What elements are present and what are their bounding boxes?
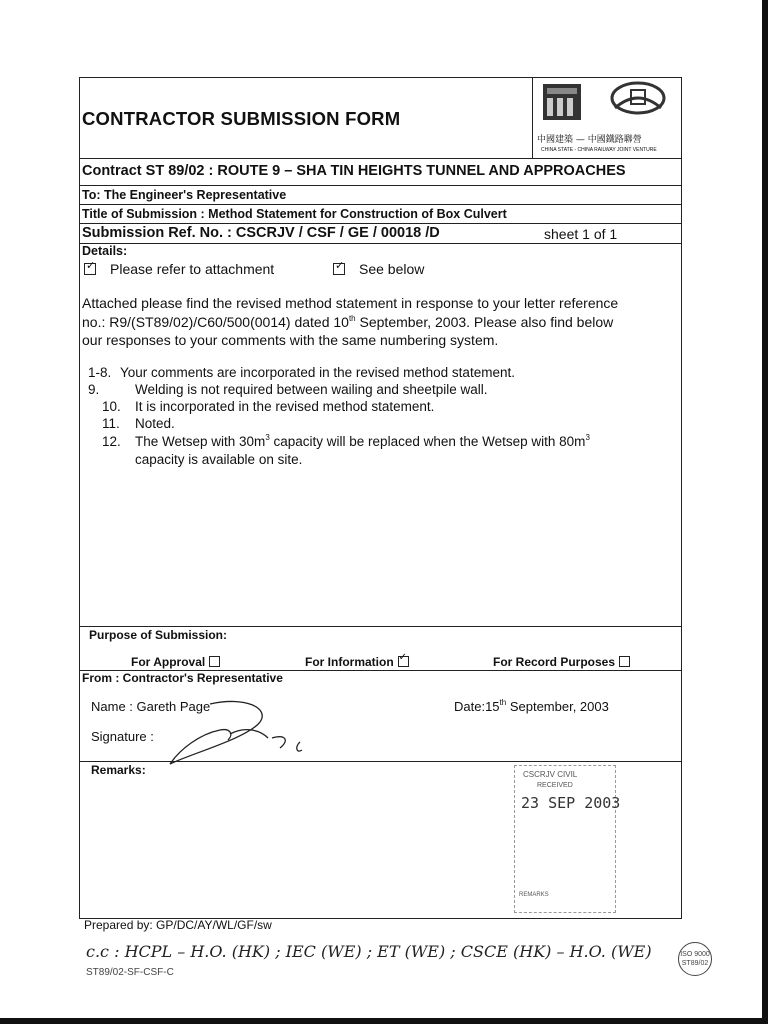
details-paragraph-line-2 [82, 313, 613, 332]
purpose-approval [131, 655, 220, 669]
form-title: CONTRACTOR SUBMISSION FORM [82, 108, 401, 129]
list-num: 1-8. [88, 365, 112, 380]
attachment-checkbox[interactable] [84, 263, 96, 275]
signature-label: Signature : [91, 729, 154, 744]
handwritten-signature [150, 694, 330, 774]
details-paragraph-line-1: Attached please find the revised method statement in response to your letter reference [82, 295, 619, 311]
list-item: It is incorporated in the revised method statement. [135, 399, 435, 414]
jv-logo-icon [533, 78, 683, 158]
from-label: From : Contractor's Representative [82, 671, 283, 685]
divider [79, 761, 682, 762]
list-item: Your comments are incorporated in the revised method statement. [120, 365, 515, 380]
see-below-label: See below [359, 261, 425, 277]
submission-date [454, 699, 609, 714]
rep-name: Name : Gareth Page [91, 699, 211, 714]
date-text: September, 2003 [506, 699, 609, 714]
attachment-label: Please refer to attachment [110, 261, 275, 277]
divider [79, 626, 682, 627]
addressee: To: The Engineer's Representative [82, 188, 287, 202]
list-item-continued: capacity is available on site. [135, 452, 303, 467]
stamp-line: RECEIVED [537, 782, 573, 789]
list-num: 12. [102, 434, 121, 449]
record-checkbox[interactable] [619, 656, 630, 667]
prepared-by: Prepared by: GP/DC/AY/WL/GF/sw [84, 918, 272, 932]
superscript: 3 [585, 433, 590, 442]
details-label: Details: [82, 244, 128, 258]
approval-label: For Approval [131, 655, 206, 669]
received-stamp [514, 765, 621, 913]
list-item: Welding is not required between wailing and sheetpile wall. [135, 382, 488, 397]
details-paragraph-line-3: our responses to your comments with the same numbering system. [82, 332, 499, 348]
submission-title: Title of Submission : Method Statement for Construction of Box Culvert [82, 207, 507, 221]
iso-mark-icon: ISO 9000 ST89/02 [678, 942, 712, 976]
cc-handwritten: c.c : HCPL – H.O. (HK) ; IEC (WE) ; ET (WE) ; CSCE (HK) – H.O. (WE) [86, 942, 652, 961]
logo-chinese-text: 中國建築 — 中國鐵路聯營 [537, 135, 642, 145]
record-label: For Record Purposes [493, 655, 616, 669]
approval-checkbox[interactable] [209, 656, 220, 667]
divider [79, 243, 682, 244]
purpose-information [305, 655, 409, 669]
superscript: 3 [265, 433, 270, 442]
information-checkbox[interactable] [398, 656, 409, 667]
information-label: For Information [305, 655, 394, 669]
item-text: The Wetsep with 30m [135, 434, 266, 449]
item-text: capacity will be replaced when the Wetsep with 80m [269, 434, 586, 449]
scan-edge-bottom [0, 1018, 768, 1024]
jv-logo-panel [532, 78, 683, 158]
stamp-line: CSCRJV CIVIL [523, 770, 578, 779]
list-item [135, 433, 590, 450]
ordinal-suffix: th [348, 314, 356, 323]
list-num: 10. [102, 399, 121, 414]
sheet-number: sheet 1 of 1 [544, 226, 618, 242]
divider [79, 158, 682, 159]
details-option-see-below [333, 261, 424, 277]
list-num: 9. [88, 382, 100, 397]
remarks-label: Remarks: [91, 763, 146, 777]
scan-edge-right [762, 0, 768, 1024]
list-num: 11. [102, 416, 120, 431]
footer-code: ST89/02-SF-CSF-C [86, 967, 174, 978]
divider [79, 204, 682, 205]
submission-ref: Submission Ref. No. : CSCRJV / CSF / GE / 00018 /D [82, 225, 440, 241]
divider [79, 223, 682, 224]
para-text: September, 2003. Please also find below [355, 314, 614, 330]
list-item: Noted. [135, 416, 175, 431]
stamp-line: REMARKS [519, 892, 549, 898]
purpose-record [493, 655, 630, 669]
details-option-attachment [84, 261, 274, 277]
see-below-checkbox[interactable] [333, 263, 345, 275]
para-text: no.: R9/(ST89/02)/C60/500(0014) dated 10 [82, 314, 349, 330]
stamp-date: 23 SEP 2003 [521, 794, 621, 812]
date-text: Date:15 [454, 699, 500, 714]
ordinal-suffix: th [499, 698, 507, 707]
divider [79, 185, 682, 186]
logo-english-text: CHINA STATE - CHINA RAILWAY JOINT VENTURE [541, 147, 657, 153]
contract-title: Contract ST 89/02 : ROUTE 9 – SHA TIN HEIGHTS TUNNEL AND APPROACHES [82, 163, 626, 179]
purpose-label: Purpose of Submission: [89, 628, 228, 642]
